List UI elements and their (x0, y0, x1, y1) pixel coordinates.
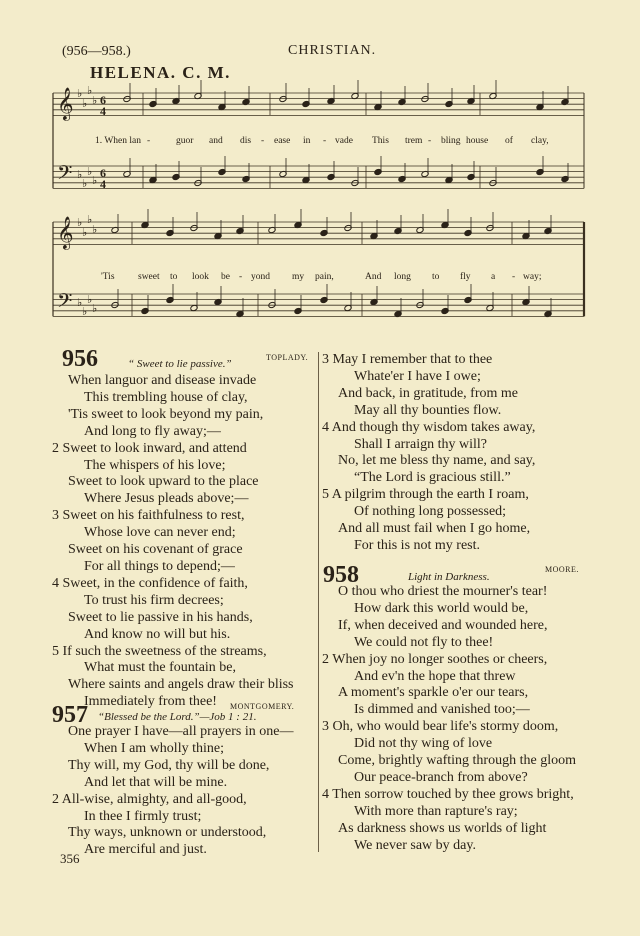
clef-icon: 𝄢 (57, 289, 73, 317)
hymn-line: 5 A pilgrim through the earth I roam, (322, 487, 529, 503)
lyric-syllable: - (512, 272, 516, 282)
lyric-syllable: house (466, 136, 489, 146)
hymn-957-author: MONTGOMERY. (230, 702, 295, 711)
hymn-line: When I am wholly thine; (84, 740, 224, 756)
lyric-syllable: This (372, 136, 389, 146)
hymn-956-epigraph: “ Sweet to lie passive.” (128, 358, 232, 370)
lyric-syllable: 'Tis (101, 272, 115, 282)
flat-icon: ♭ (87, 84, 93, 97)
lyric-syllable: my (292, 272, 305, 282)
page-number: 356 (60, 851, 80, 866)
hymn-958-author: MOORE. (545, 565, 579, 574)
lyric-syllable: of (505, 136, 513, 146)
time-signature-bottom: 4 (100, 104, 106, 118)
hymn-line: Did not thy wing of love (354, 736, 493, 752)
hymn-957-epigraph: “Blessed be the Lord.”—Job 1 : 21. (98, 711, 257, 723)
hymn-958-epigraph: Light in Darkness. (408, 571, 490, 583)
clef-icon: 𝄞 (57, 87, 74, 120)
hymn-line: 3 Sweet on his faithfulness to rest, (52, 508, 245, 524)
hymn-number-958: 958 (323, 562, 359, 588)
hymn-line: The whispers of his love; (84, 457, 226, 473)
hymn-line: Whate'er I have I owe; (354, 368, 481, 384)
hymn-line: And back, in gratitude, from me (338, 385, 519, 401)
hymn-line: “The Lord is gracious still.” (354, 470, 511, 486)
hymn-line: For all things to depend;— (84, 558, 235, 574)
hymn-line: Is dimmed and vanished too;— (354, 702, 530, 718)
time-signature-top: 6 (100, 166, 106, 180)
hymn-line: No, let me bless thy name, and say, (338, 453, 536, 469)
hymn-line: With more than rapture's ray; (354, 803, 518, 819)
music-score (0, 0, 640, 350)
lyric-syllable: - (239, 272, 243, 282)
flat-icon: ♭ (92, 94, 98, 107)
flat-icon: ♭ (87, 165, 93, 178)
flat-icon: ♭ (77, 87, 83, 100)
hymn-line: We could not fly to thee! (354, 634, 494, 650)
hymn-line: Thy will, my God, thy will be done, (68, 757, 270, 773)
hymn-956-author: TOPLADY. (266, 353, 309, 362)
lyric-syllable: - (147, 136, 151, 146)
hymn-line: 2 All-wise, almighty, and all-good, (52, 791, 247, 807)
lyric-syllable: - (428, 136, 432, 146)
lyric-syllable: sweet (138, 272, 160, 282)
hymn-line: This trembling house of clay, (84, 389, 248, 405)
lyric-syllable: dis (240, 136, 252, 146)
hymn-956-continued-text (322, 352, 535, 555)
lyric-syllable: - (323, 136, 327, 146)
hymn-line: Are merciful and just. (84, 842, 207, 858)
lyric-syllable: - (261, 136, 265, 146)
hymn-line: Sweet on his covenant of grace (68, 542, 243, 558)
hymn-line: Shall I arraign thy will? (354, 436, 487, 452)
hymn-line: May all thy bounties flow. (354, 402, 502, 418)
hymn-line: What must the fountain be, (84, 660, 237, 676)
flat-icon: ♭ (92, 174, 98, 187)
lyric-syllable: And (365, 272, 382, 282)
flat-icon: ♭ (87, 213, 93, 226)
section-title: CHRISTIAN. (288, 43, 377, 58)
hymn-line: Of nothing long possessed; (354, 504, 507, 520)
hymn-line: 3 Oh, who would bear life's stormy doom, (322, 719, 559, 735)
column-divider (318, 352, 319, 852)
lyric-syllable: yond (251, 272, 270, 282)
lyric-syllable: 1. When lan (95, 136, 141, 146)
hymn-line: 4 Sweet, in the confidence of faith, (52, 575, 248, 591)
lyric-syllable: and (209, 136, 223, 146)
hymn-line: If, when deceived and wounded here, (338, 617, 548, 633)
hymn-line: Whose love can never end; (84, 525, 236, 541)
flat-icon: ♭ (92, 223, 98, 236)
tune-name: HELENA. C. M. (90, 63, 231, 82)
lyric-syllable: pain, (315, 272, 334, 282)
hymn-line: And long to fly away;— (84, 423, 221, 439)
hymn-range: (956—958.) (62, 44, 131, 59)
hymn-line: How dark this world would be, (354, 600, 529, 616)
hymn-line: 4 And though thy wisdom takes away, (322, 419, 536, 435)
hymn-line: When languor and disease invade (68, 373, 257, 388)
hymn-line: For this is not my rest. (354, 537, 481, 553)
hymn-line: 'Tis sweet to look beyond my pain, (68, 406, 264, 422)
hymn-line: Our peace-branch from above? (354, 769, 528, 785)
hymn-line: And know no will but his. (84, 626, 231, 642)
lyric-syllable: trem (405, 136, 423, 146)
flat-icon: ♭ (92, 302, 98, 315)
hymn-line: 3 May I remember that to thee (322, 352, 493, 367)
hymn-957-text (52, 724, 293, 859)
lyric-syllable: bling (441, 136, 461, 146)
hymn-line: As darkness shows us worlds of light (338, 820, 547, 836)
hymn-line: 2 When joy no longer soothes or cheers, (322, 651, 548, 667)
hymn-line: To trust his firm decrees; (84, 592, 224, 608)
flat-icon: ♭ (82, 97, 88, 110)
hymn-line: Come, brightly wafting through the gloom (338, 753, 576, 769)
hymn-line: One prayer I have—all prayers in one— (68, 724, 294, 739)
hymn-line: Where saints and angels draw their bliss (68, 677, 294, 693)
lyric-syllable: to (432, 272, 440, 282)
hymn-956-text (52, 373, 294, 711)
hymn-line: Sweet to look upward to the place (68, 474, 259, 490)
lyric-syllable: fly (460, 272, 471, 282)
hymn-958-text (322, 584, 576, 855)
hymn-line: And let that will be mine. (84, 774, 228, 790)
lyric-syllable: to (170, 272, 178, 282)
time-signature-top: 6 (100, 93, 106, 107)
hymn-line: In thee I firmly trust; (84, 808, 202, 824)
hymn-line: Sweet to lie passive in his hands, (68, 609, 253, 625)
lyric-syllable: vade (335, 136, 353, 146)
hymn-line: And all must fail when I go home, (338, 521, 531, 537)
lyric-syllable: a (491, 272, 496, 282)
hymn-line: 4 Then sorrow touched by thee grows bright, (322, 786, 574, 802)
lyric-syllable: long (394, 272, 411, 282)
flat-icon: ♭ (82, 177, 88, 190)
hymn-line: We never saw by day. (354, 837, 476, 853)
hymn-line: 2 Sweet to look inward, and attend (52, 440, 247, 456)
hymn-line: Thy ways, unknown or understood, (68, 825, 267, 841)
lyric-syllable: way; (523, 272, 542, 282)
lyric-syllable: look (192, 272, 209, 282)
flat-icon: ♭ (87, 293, 93, 306)
lyric-syllable: clay, (531, 136, 549, 146)
hymn-line: Where Jesus pleads above;— (84, 491, 249, 507)
clef-icon: 𝄞 (57, 216, 74, 249)
lyric-syllable: be (221, 272, 230, 282)
lyric-syllable: ease (274, 136, 291, 146)
flat-icon: ♭ (82, 305, 88, 318)
hymn-line: O thou who driest the mourner's tear! (338, 584, 548, 599)
lyric-syllable: in (303, 136, 311, 146)
flat-icon: ♭ (77, 168, 83, 181)
flat-icon: ♭ (82, 226, 88, 239)
clef-icon: 𝄢 (57, 161, 73, 189)
flat-icon: ♭ (77, 296, 83, 309)
hymn-number-956: 956 (62, 346, 98, 372)
hymn-line: 5 If such the sweetness of the streams, (52, 643, 267, 659)
hymn-line: A moment's sparkle o'er our tears, (338, 685, 529, 701)
lyric-syllable: guor (176, 136, 194, 146)
hymn-line: And ev'n the hope that threw (354, 668, 516, 684)
time-signature-bottom: 4 (100, 177, 106, 191)
flat-icon: ♭ (77, 216, 83, 229)
hymn-number-957: 957 (52, 702, 88, 728)
hymn-line: Immediately from thee! (84, 694, 217, 710)
